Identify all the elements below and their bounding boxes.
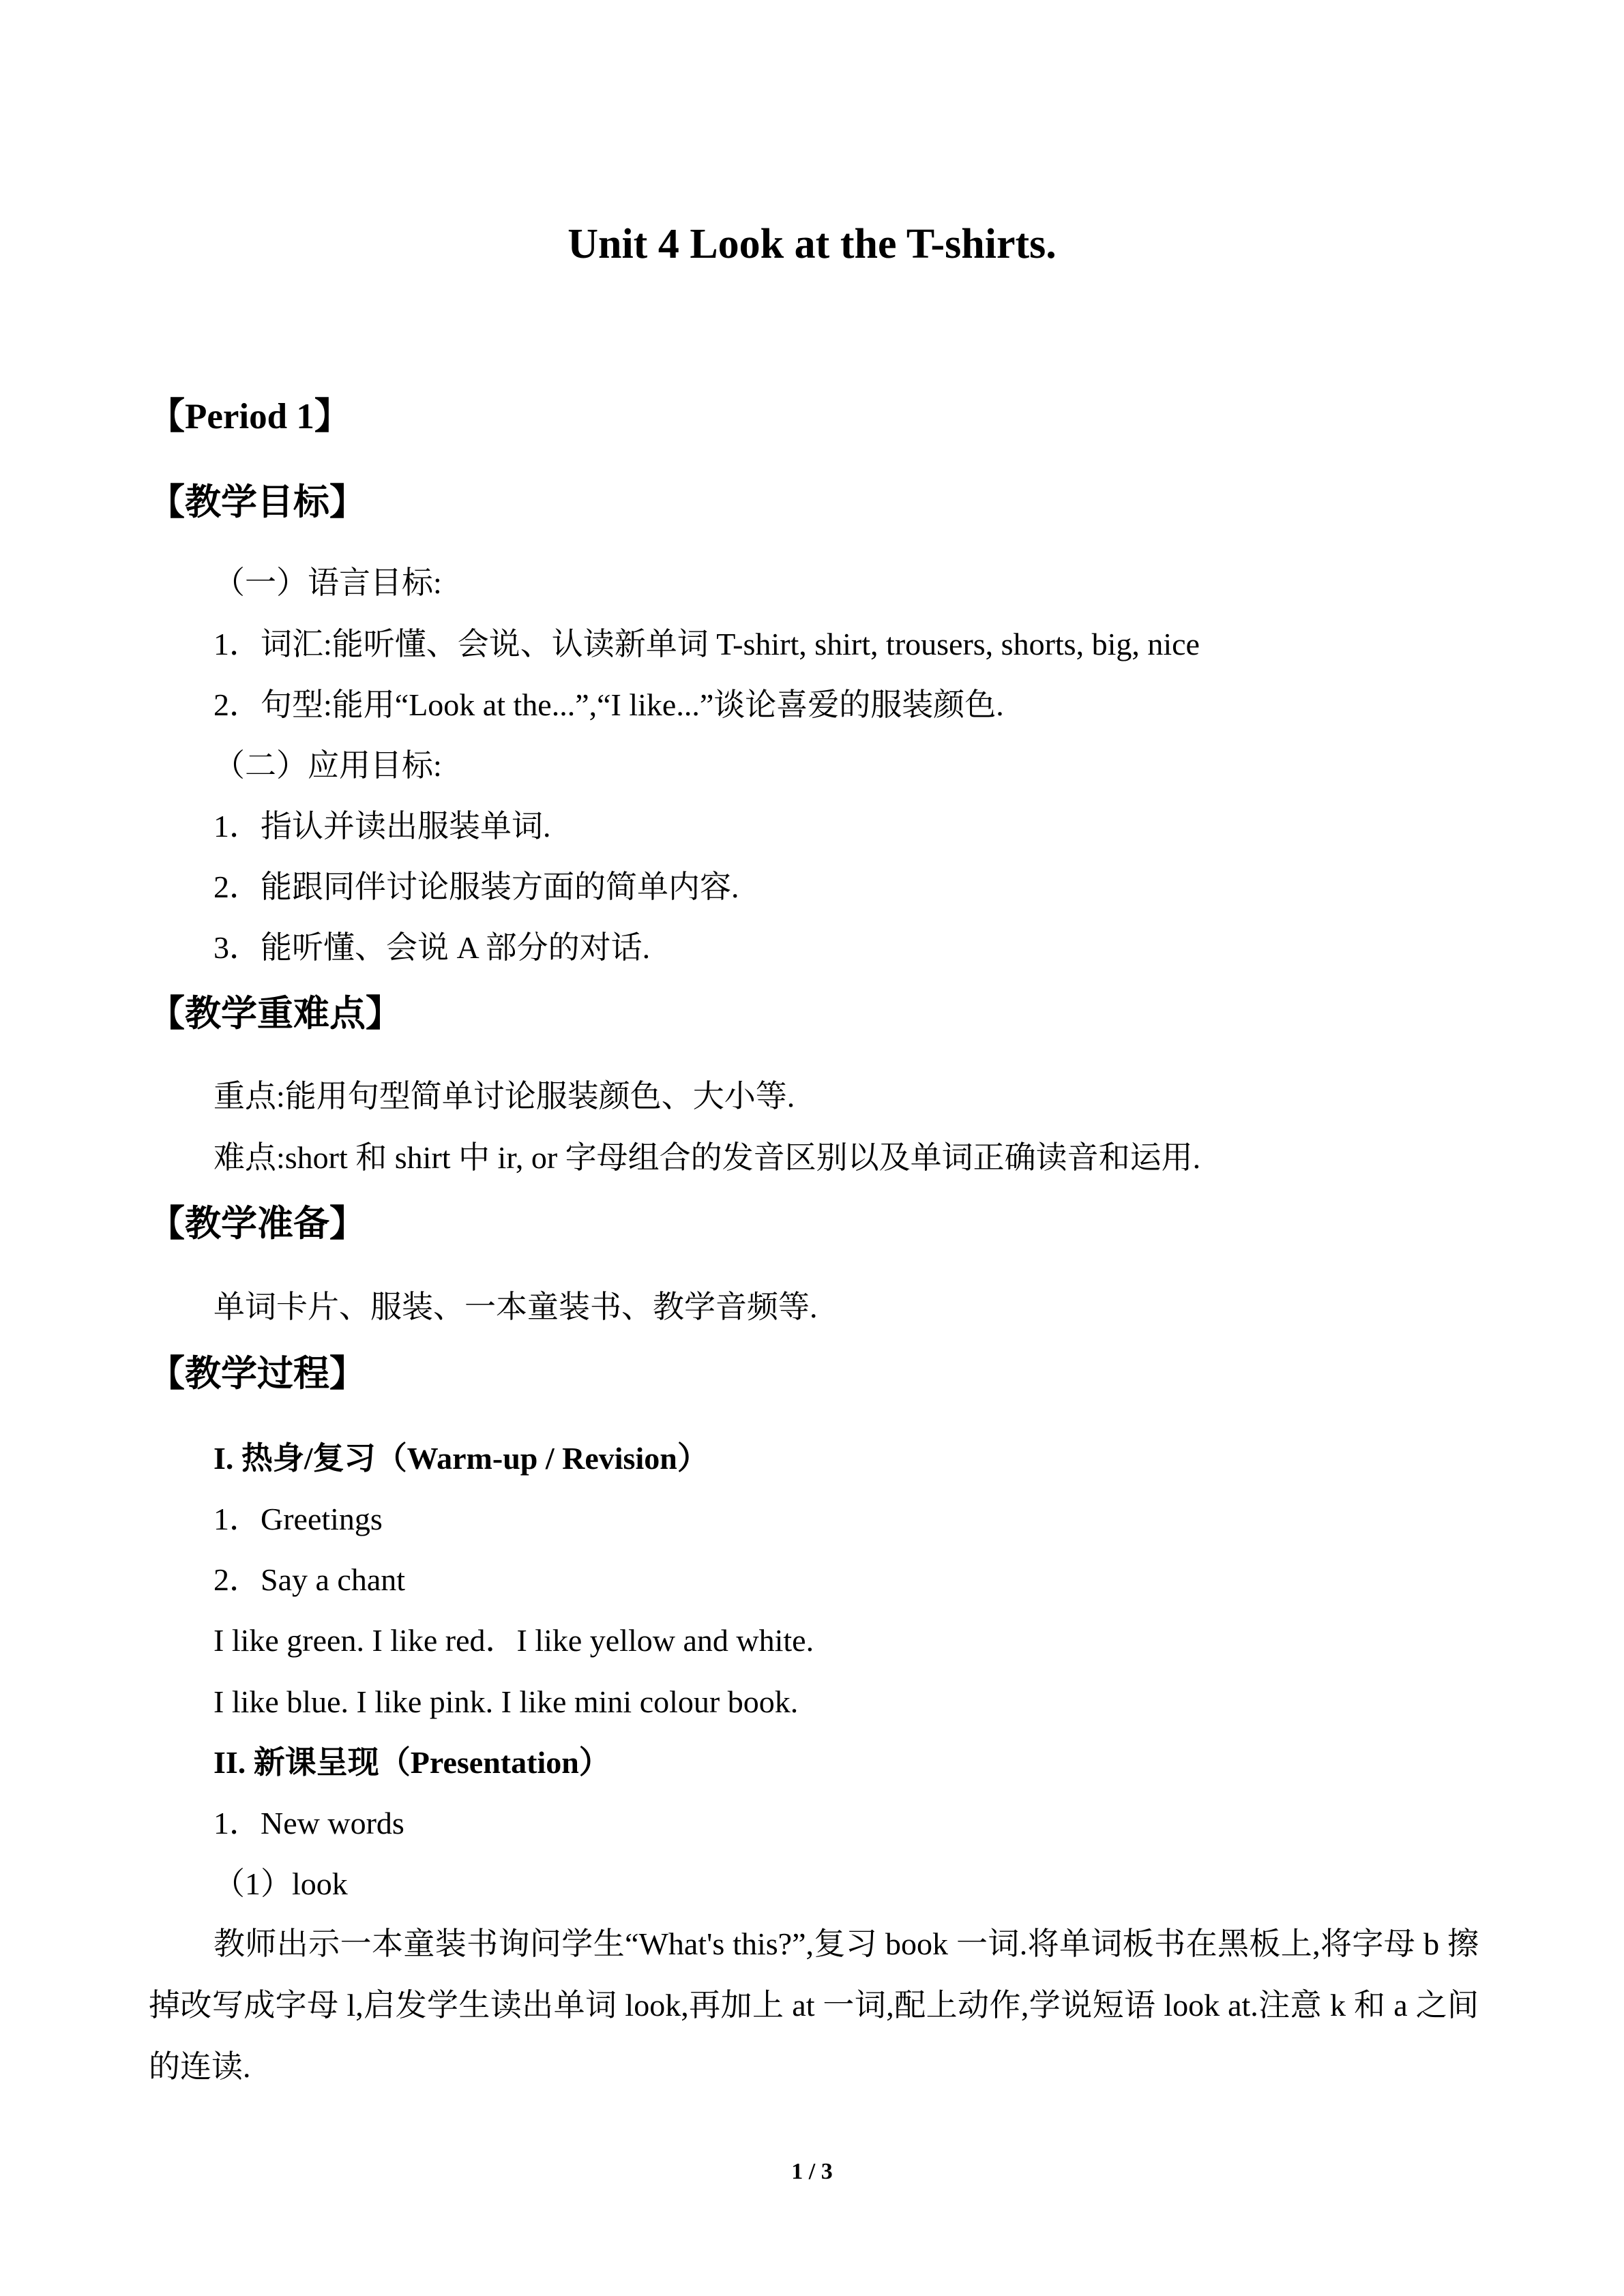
application-objective-item: 2．能跟同伴讨论服装方面的简单内容. [213,869,739,904]
language-objectives-heading: （一）语言目标: [213,565,442,600]
application-objective-item: 3．能听懂、会说 A 部分的对话. [213,930,651,965]
page-title: Unit 4 Look at the T-shirts. [567,221,1057,267]
language-objective-item: 2．句型:能用“Look at the...”,“I like...”谈论喜爱的服装颜色. [213,687,1004,722]
preparation-heading: 【教学准备】 [149,1204,366,1244]
key-points-heading: 【教学重难点】 [149,994,402,1034]
application-objectives-heading: （二）应用目标: [213,748,442,783]
warmup-item: 2．Say a chant [213,1562,406,1597]
warmup-section-title: I. 热身/复习（Warm-up / Revision） [213,1441,709,1476]
presentation-paragraph: 教师出示一本童装书询问学生“What's this?”,复习 book 一词.将单词板书在黑板上,将字母 b 擦掉改写成字母 l,启发学生读出单词 look,再加上 at 一词,配上动作,学说短语 look at.注意 k 和 a 之间的连读. [149,1926,1479,2084]
key-point-difficulty: 难点:short 和 shirt 中 ir, or 字母组合的发音区别以及单词正确读音和运用. [213,1140,1201,1175]
page-number: 1 / 3 [791,2159,833,2184]
objectives-heading: 【教学目标】 [149,483,366,522]
chant-line: I like blue. I like pink. I like mini colour book. [213,1684,799,1719]
preparation-text: 单词卡片、服装、一本童装书、教学音频等. [213,1289,818,1324]
chant-line: I like green. I like red．I like yellow and white. [213,1623,814,1658]
process-heading: 【教学过程】 [149,1354,366,1394]
presentation-section-title: II. 新课呈现（Presentation） [213,1745,610,1780]
warmup-item: 1．Greetings [213,1502,383,1536]
language-objective-item: 1．词汇:能听懂、会说、认读新单词 T-shirt, shirt, trousers, shorts, big, nice [213,627,1200,661]
application-objective-item: 1．指认并读出服装单词. [213,809,551,844]
presentation-subitem: （1）look [213,1866,348,1901]
key-point-focus: 重点:能用句型简单讨论服装颜色、大小等. [213,1079,795,1114]
period-heading: 【Period 1】 [149,397,351,436]
presentation-item: 1．New words [213,1806,404,1840]
